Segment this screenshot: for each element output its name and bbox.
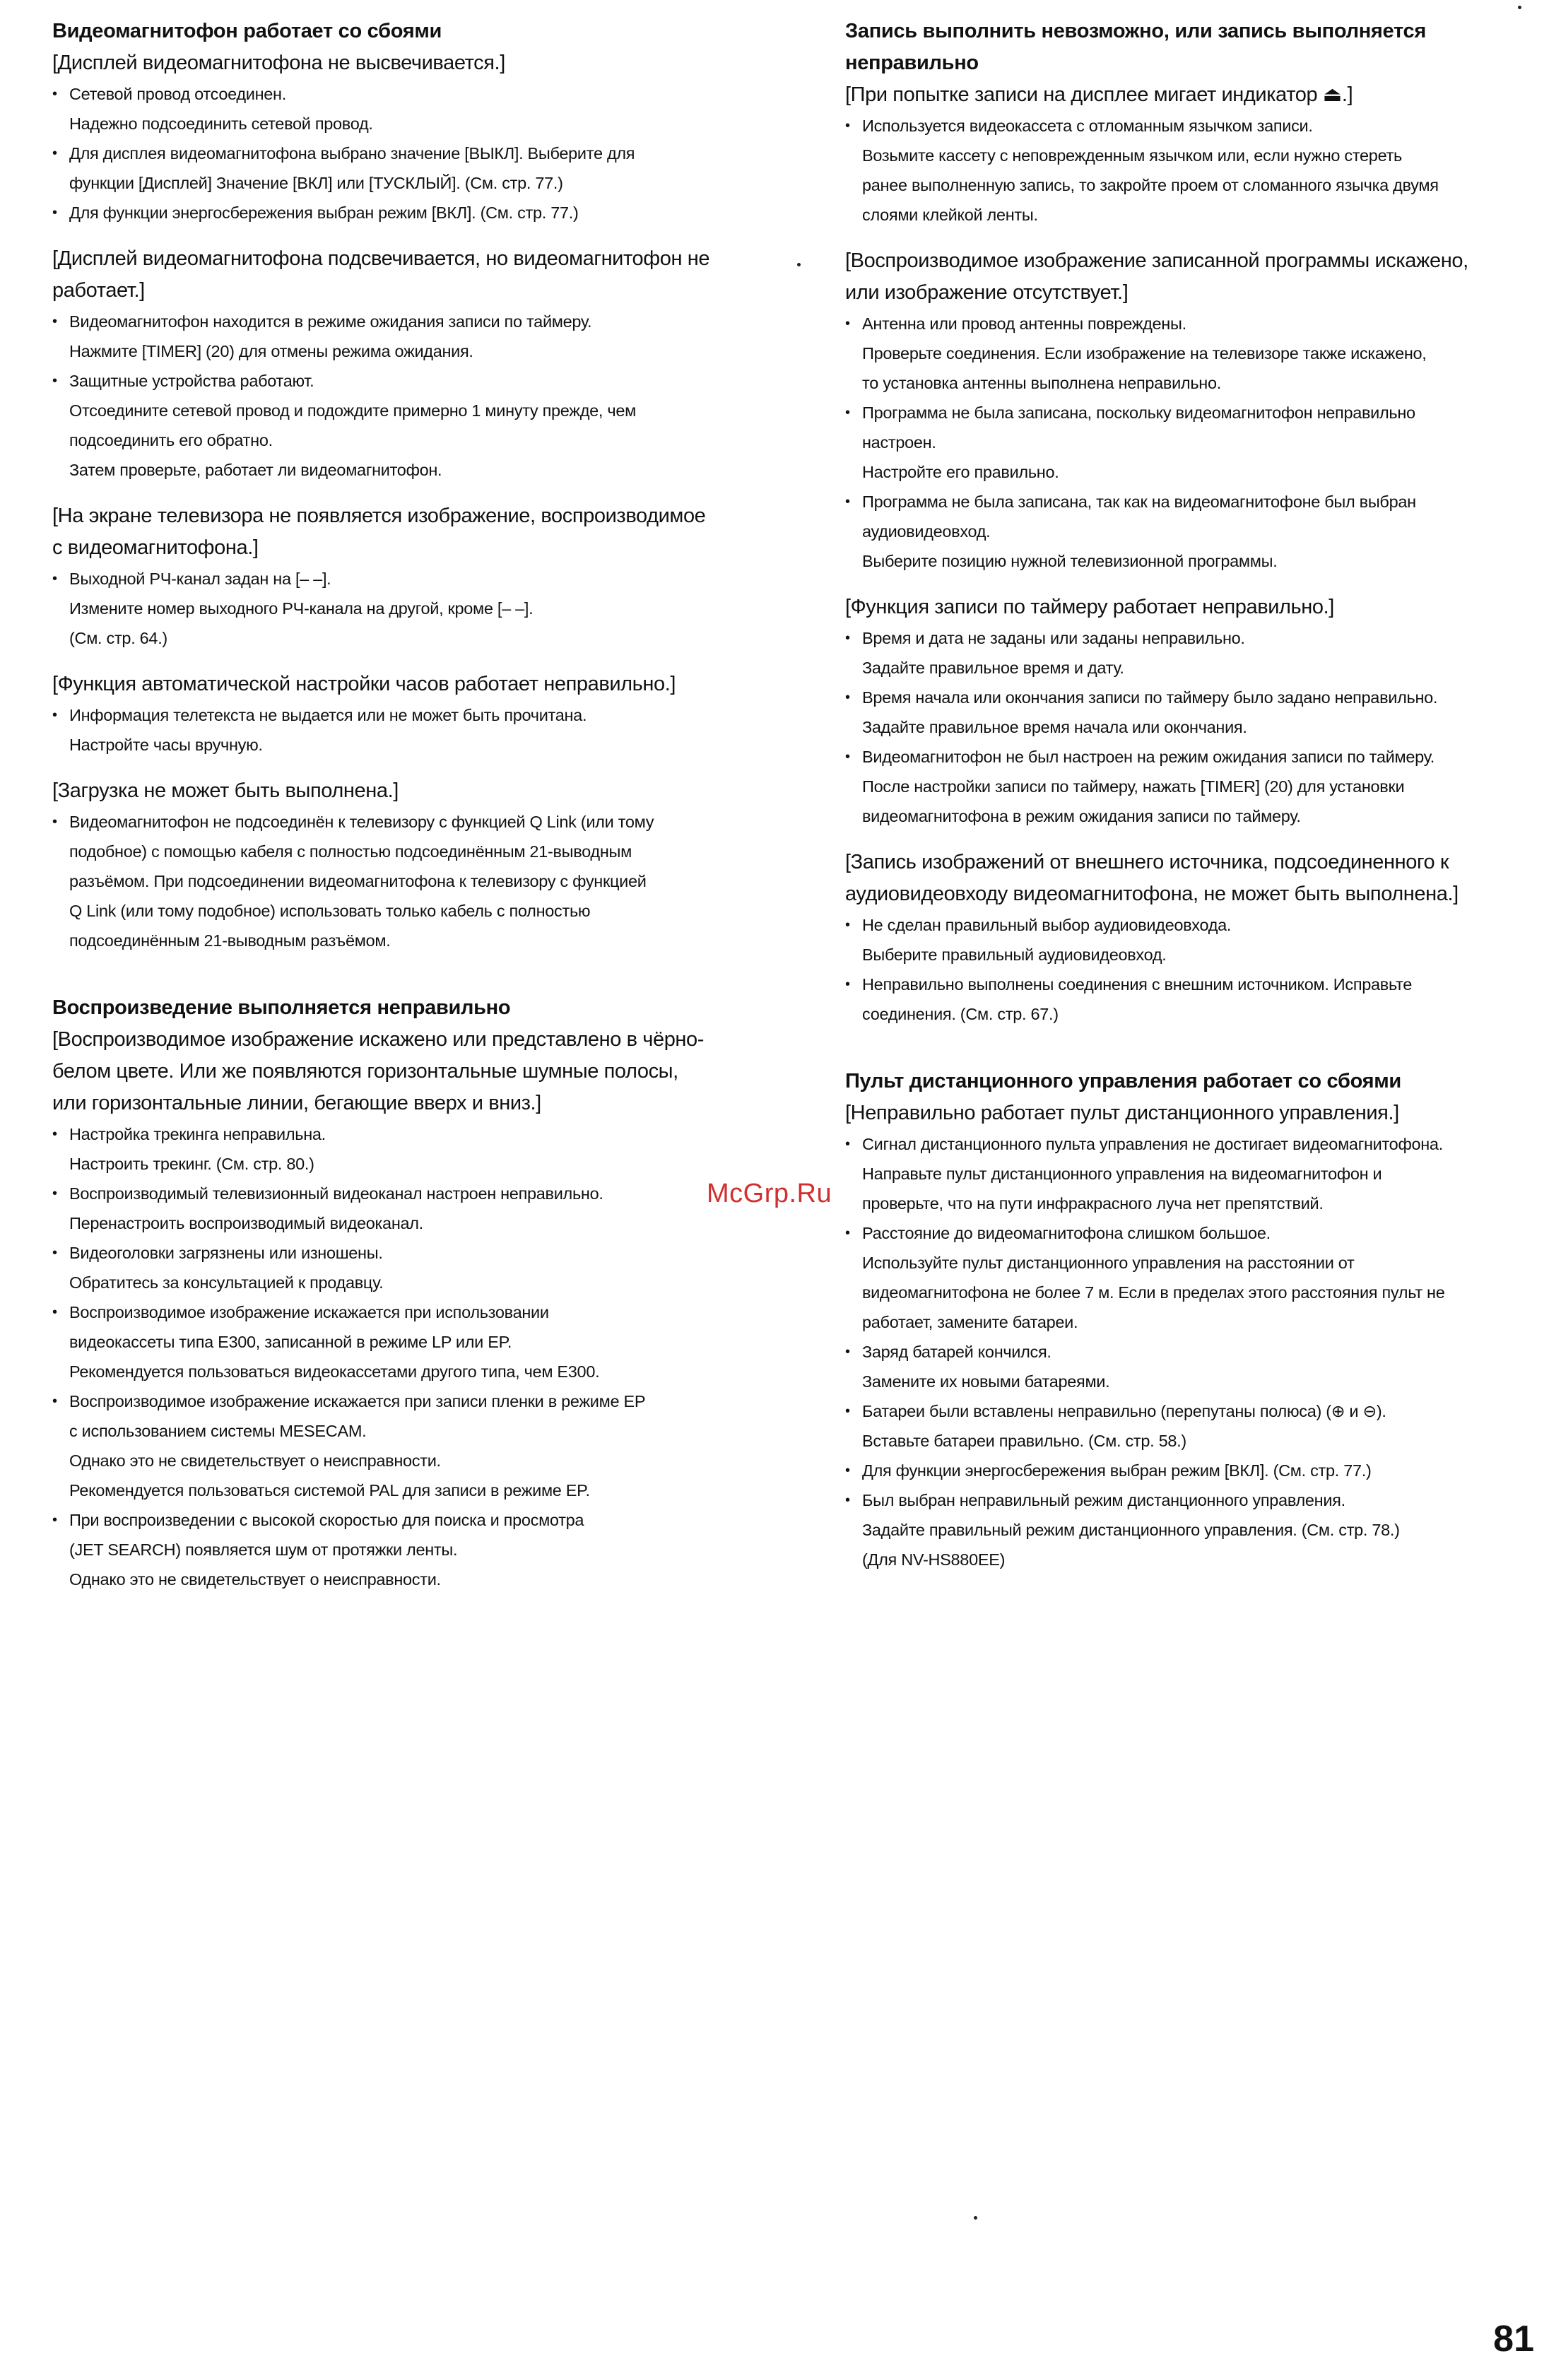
bullet-line: Сигнал дистанционного пульта управления не достигает видеомагнитофона.	[862, 1135, 1443, 1153]
bullet-line: Видеоголовки загрязнены или изношены.	[69, 1244, 383, 1262]
bullet-line: видеомагнитофона не более 7 м. Если в пределах этого расстояния пульт не	[862, 1283, 1445, 1302]
bullet-icon: •	[845, 630, 850, 646]
section	[52, 16, 766, 955]
issue-group	[845, 847, 1545, 1029]
scan-speck	[974, 2216, 977, 2220]
bullet-line: Воспроизводимое изображение искажается при записи пленки в режиме EP	[69, 1392, 646, 1410]
bullet-line: Батареи были вставлены неправильно (перепутаны полюса) (⊕ и ⊖).	[862, 1402, 1386, 1420]
bullet-line: Однако это не свидетельствует о неисправности.	[69, 1570, 441, 1589]
bullet-icon: •	[845, 316, 850, 331]
bullet-line: Нажмите [TIMER] (20) для отмены режима ожидания.	[69, 342, 473, 360]
bullet-line: Программа не была записана, так как на видеомагнитофоне был выбран	[862, 493, 1416, 511]
bullet-line: Защитные устройства работают.	[69, 372, 314, 390]
bullet-line: соединения. (См. стр. 67.)	[862, 1005, 1059, 1023]
bullet-line: Настройте часы вручную.	[69, 736, 263, 754]
issue-heading: [Воспроизводимое изображение записанной программы искажено,	[845, 249, 1468, 272]
bullet-item	[52, 1179, 766, 1238]
left-column	[52, 16, 766, 1631]
bullet-item	[52, 139, 766, 198]
bullet-icon: •	[845, 1463, 850, 1478]
issue-group	[52, 1024, 766, 1594]
issue-heading: [На экране телевизора не появляется изображение, воспроизводимое	[52, 505, 706, 527]
bullet-icon: •	[845, 749, 850, 765]
bullet-item	[52, 1119, 766, 1179]
bullet-icon: •	[52, 1394, 57, 1409]
bullet-icon: •	[845, 494, 850, 509]
issue-group	[52, 243, 766, 485]
bullet-line: Заряд батарей кончился.	[862, 1343, 1052, 1361]
bullet-icon: •	[845, 1344, 850, 1360]
issue-heading: [Воспроизводимое изображение искажено или представлено в чёрно-	[52, 1028, 705, 1051]
bullet-icon: •	[52, 205, 57, 220]
bullet-item	[52, 198, 766, 228]
bullet-line: Возьмите кассету с неповрежденным язычком или, если нужно стереть	[862, 146, 1402, 165]
bullet-line: (См. стр. 64.)	[69, 629, 167, 647]
bullet-line: слоями клейкой ленты.	[862, 206, 1038, 224]
bullet-line: Рекомендуется пользоваться видеокассетами другого типа, чем E300.	[69, 1362, 600, 1381]
bullet-line: видеокассеты типа E300, записанной в режиме LP или EP.	[69, 1333, 512, 1351]
issue-group	[52, 668, 766, 760]
bullet-line: Расстояние до видеомагнитофона слишком большое.	[862, 1224, 1271, 1242]
bullet-line: Используйте пульт дистанционного управления на расстоянии от	[862, 1254, 1355, 1272]
bullet-item	[52, 1386, 766, 1505]
bullet-icon: •	[52, 373, 57, 389]
bullet-item	[845, 111, 1545, 230]
bullet-line: Настройка трекинга неправильна.	[69, 1125, 326, 1143]
bullet-line: Для функции энергосбережения выбран режим [ВКЛ]. (См. стр. 77.)	[69, 204, 579, 222]
bullet-line: с использованием системы MESECAM.	[69, 1422, 367, 1440]
bullet-line: Направьте пульт дистанционного управления на видеомагнитофон и	[862, 1165, 1382, 1183]
bullet-icon: •	[845, 690, 850, 705]
bullet-icon: •	[845, 917, 850, 933]
bullet-line: Настройте его правильно.	[862, 463, 1059, 481]
bullet-line: Был выбран неправильный режим дистанционного управления.	[862, 1491, 1345, 1509]
bullet-item	[52, 366, 766, 485]
bullet-item	[845, 398, 1545, 487]
bullet-line: Отсоедините сетевой провод и подождите примерно 1 минуту прежде, чем	[69, 401, 636, 420]
bullet-line: Сетевой провод отсоединен.	[69, 85, 286, 103]
bullet-line: Однако это не свидетельствует о неисправности.	[69, 1451, 441, 1470]
bullet-line: проверьте, что на пути инфракрасного луча нет препятствий.	[862, 1194, 1324, 1213]
bullet-item	[845, 970, 1545, 1029]
bullet-line: Обратитесь за консультацией к продавцу.	[69, 1273, 384, 1292]
bullet-icon: •	[52, 1512, 57, 1528]
bullet-icon: •	[845, 1403, 850, 1419]
bullet-line: Время начала или окончания записи по таймеру было задано неправильно.	[862, 688, 1438, 707]
bullet-line: Рекомендуется пользоваться системой PAL для записи в режиме EP.	[69, 1481, 590, 1500]
bullet-line: Воспроизводимое изображение искажается при использовании	[69, 1303, 549, 1321]
issue-group	[845, 1097, 1545, 1574]
issue-heading: белом цвете. Или же появляются горизонтальные шумные полосы,	[52, 1060, 678, 1083]
bullet-line: Время и дата не заданы или заданы неправильно.	[862, 629, 1245, 647]
bullet-icon: •	[52, 146, 57, 161]
bullet-line: то установка антенны выполнена неправильно.	[862, 374, 1221, 392]
watermark: McGrp.Ru	[707, 1179, 832, 1208]
bullet-item	[845, 1218, 1545, 1337]
bullet-line: Вставьте батареи правильно. (См. стр. 58.)	[862, 1432, 1186, 1450]
bullet-line: видеомагнитофона в режим ожидания записи по таймеру.	[862, 807, 1301, 825]
issue-heading: [Запись изображений от внешнего источника, подсоединенного к	[845, 851, 1449, 873]
bullet-item	[845, 683, 1545, 742]
bullet-line: работает, замените батареи.	[862, 1313, 1078, 1331]
bullet-line: Информация телетекста не выдается или не может быть прочитана.	[69, 706, 587, 724]
bullet-item	[845, 1485, 1545, 1574]
issue-group	[52, 500, 766, 653]
bullet-line: подсоединить его обратно.	[69, 431, 273, 449]
issue-heading: [Дисплей видеомагнитофона подсвечивается, но видеомагнитофон не	[52, 247, 710, 270]
bullet-line: Задайте правильное время начала или окончания.	[862, 718, 1247, 736]
issue-group	[845, 591, 1545, 831]
bullet-line: Задайте правильный режим дистанционного управления. (См. стр. 78.)	[862, 1521, 1400, 1539]
section-title: Воспроизведение выполняется неправильно	[52, 996, 511, 1019]
bullet-icon: •	[52, 571, 57, 587]
issue-heading: [Функция автоматической настройки часов работает неправильно.]	[52, 673, 676, 695]
bullet-line: подобное) с помощью кабеля с полностью подсоединённым 21-выводным	[69, 842, 632, 861]
bullet-item	[845, 1129, 1545, 1218]
bullet-item	[845, 1396, 1545, 1456]
bullet-line: (Для NV-HS880EE)	[862, 1550, 1006, 1569]
bullet-line: Для функции энергосбережения выбран режим [ВКЛ]. (См. стр. 77.)	[862, 1461, 1372, 1480]
bullet-line: Выберите позицию нужной телевизионной программы.	[862, 552, 1278, 570]
bullet-line: Антенна или провод антенны повреждены.	[862, 314, 1186, 333]
bullet-line: Затем проверьте, работает ли видеомагнитофон.	[69, 461, 442, 479]
right-column	[845, 16, 1545, 1611]
bullet-line: Настроить трекинг. (См. стр. 80.)	[69, 1155, 314, 1173]
bullet-item	[845, 487, 1545, 576]
bullet-item	[845, 910, 1545, 970]
section	[845, 1066, 1545, 1574]
bullet-line: Проверьте соединения. Если изображение на телевизоре также искажено,	[862, 344, 1427, 363]
bullet-line: Перенастроить воспроизводимый видеоканал.	[69, 1214, 423, 1232]
bullet-item	[845, 742, 1545, 831]
bullet-line: (JET SEARCH) появляется шум от протяжки ленты.	[69, 1540, 458, 1559]
bullet-line: функции [Дисплей] Значение [ВКЛ] или [ТУСКЛЫЙ]. (См. стр. 77.)	[69, 174, 563, 192]
section-title: Видеомагнитофон работает со сбоями	[52, 20, 442, 42]
section	[52, 992, 766, 1594]
bullet-item	[52, 307, 766, 366]
bullet-icon: •	[845, 977, 850, 992]
issue-heading: [Функция записи по таймеру работает неправильно.]	[845, 596, 1334, 618]
issue-heading: [При попытке записи на дисплее мигает индикатор ⏏.]	[845, 83, 1353, 106]
issue-heading: работает.]	[52, 279, 145, 302]
section-title: неправильно	[845, 52, 979, 74]
bullet-icon: •	[52, 1245, 57, 1261]
bullet-item	[52, 700, 766, 760]
issue-heading: [Загрузка не может быть выполнена.]	[52, 779, 399, 802]
bullet-icon: •	[52, 1126, 57, 1142]
section-title: Запись выполнить невозможно, или запись выполняется	[845, 20, 1426, 42]
bullet-icon: •	[52, 707, 57, 723]
issue-heading: или горизонтальные линии, бегающие вверх и вниз.]	[52, 1092, 541, 1114]
bullet-icon: •	[52, 814, 57, 830]
bullet-line: Выходной РЧ-канал задан на [– –].	[69, 570, 331, 588]
page-number: 81	[1493, 2319, 1534, 2360]
bullet-line: Замените их новыми батареями.	[862, 1372, 1110, 1391]
bullet-icon: •	[845, 1136, 850, 1152]
bullet-icon: •	[52, 1304, 57, 1320]
bullet-line: Q Link (или тому подобное) использовать только кабель с полностью	[69, 902, 591, 920]
bullet-line: аудиовидеовход.	[862, 522, 991, 541]
bullet-icon: •	[845, 405, 850, 420]
bullet-item	[52, 564, 766, 653]
scan-speck	[1518, 6, 1521, 9]
bullet-line: Надежно подсоединить сетевой провод.	[69, 114, 373, 133]
bullet-icon: •	[52, 314, 57, 329]
bullet-icon: •	[845, 118, 850, 134]
issue-group	[52, 775, 766, 955]
issue-group	[52, 47, 766, 228]
bullet-item	[52, 807, 766, 955]
section	[845, 16, 1545, 1029]
issue-heading: [Дисплей видеомагнитофона не высвечивается.]	[52, 52, 505, 74]
issue-group	[845, 79, 1545, 230]
bullet-item	[52, 79, 766, 139]
bullet-line: Для дисплея видеомагнитофона выбрано значение [ВЫКЛ]. Выберите для	[69, 144, 635, 163]
bullet-line: настроен.	[862, 433, 936, 452]
bullet-icon: •	[52, 1186, 57, 1201]
scan-speck	[797, 263, 801, 266]
bullet-line: Используется видеокассета с отломанным язычком записи.	[862, 117, 1313, 135]
issue-heading: [Неправильно работает пульт дистанционного управления.]	[845, 1102, 1399, 1124]
bullet-line: При воспроизведении с высокой скоростью для поиска и просмотра	[69, 1511, 584, 1529]
issue-group	[845, 245, 1545, 576]
bullet-icon: •	[52, 86, 57, 102]
bullet-item	[845, 309, 1545, 398]
bullet-line: Видеомагнитофон не был настроен на режим ожидания записи по таймеру.	[862, 748, 1435, 766]
bullet-line: Задайте правильное время и дату.	[862, 659, 1124, 677]
bullet-line: Программа не была записана, поскольку видеомагнитофон неправильно	[862, 403, 1415, 422]
bullet-line: Воспроизводимый телевизионный видеоканал настроен неправильно.	[69, 1184, 603, 1203]
bullet-line: Не сделан правильный выбор аудиовидеовхода.	[862, 916, 1232, 934]
bullet-item	[52, 1297, 766, 1386]
section-title: Пульт дистанционного управления работает со сбоями	[845, 1070, 1401, 1092]
bullet-item	[845, 1456, 1545, 1485]
issue-heading: аудиовидеовходу видеомагнитофона, не может быть выполнена.]	[845, 883, 1459, 905]
bullet-icon: •	[845, 1492, 850, 1508]
issue-heading: с видеомагнитофона.]	[52, 536, 259, 559]
bullet-icon: •	[845, 1225, 850, 1241]
issue-heading: или изображение отсутствует.]	[845, 281, 1129, 304]
bullet-line: разъёмом. При подсоединении видеомагнитофона к телевизору с функцией	[69, 872, 647, 890]
bullet-line: Выберите правильный аудиовидеовход.	[862, 945, 1167, 964]
bullet-line: Неправильно выполнены соединения с внешним источником. Исправьте	[862, 975, 1413, 994]
bullet-item	[845, 623, 1545, 683]
bullet-line: Видеомагнитофон находится в режиме ожидания записи по таймеру.	[69, 312, 592, 331]
bullet-line: После настройки записи по таймеру, нажать [TIMER] (20) для установки	[862, 777, 1405, 796]
bullet-line: Видеомагнитофон не подсоединён к телевизору с функцией Q Link (или тому	[69, 813, 654, 831]
bullet-item	[52, 1505, 766, 1594]
bullet-item	[52, 1238, 766, 1297]
bullet-line: ранее выполненную запись, то закройте проем от сломанного язычка двумя	[862, 176, 1439, 194]
bullet-line: подсоединённым 21-выводным разъёмом.	[69, 931, 391, 950]
bullet-line: Измените номер выходного РЧ-канала на другой, кроме [– –].	[69, 599, 534, 618]
bullet-item	[845, 1337, 1545, 1396]
